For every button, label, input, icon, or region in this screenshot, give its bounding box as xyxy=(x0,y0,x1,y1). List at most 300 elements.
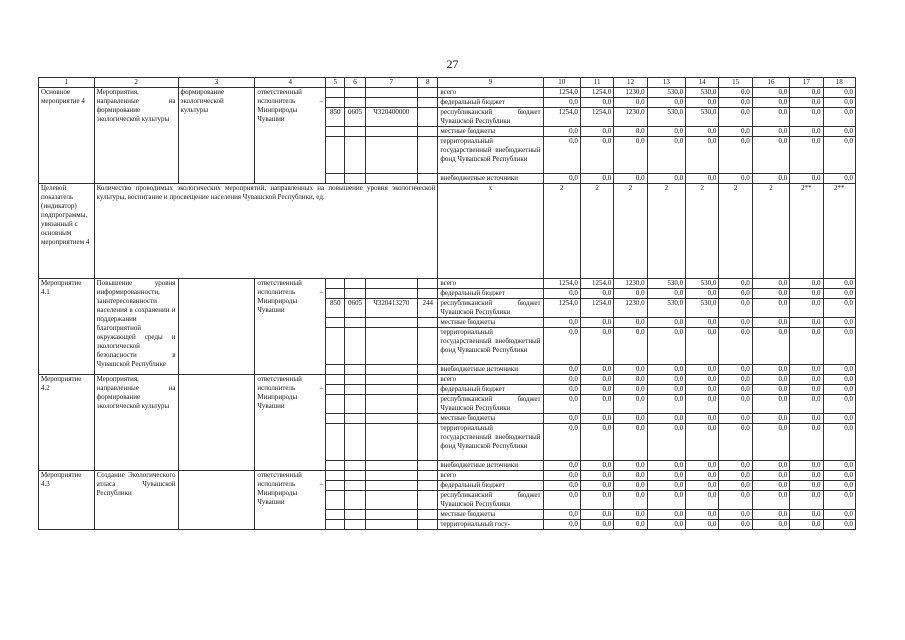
funding-value: 0,0 xyxy=(647,491,685,510)
funding-value: 1230,0 xyxy=(614,108,647,127)
column-number: 5 xyxy=(326,78,345,88)
funding-value: 0,0 xyxy=(752,365,789,375)
code-grbs xyxy=(326,414,345,424)
funding-value: 1254,0 xyxy=(543,299,580,318)
funding-value: 0,0 xyxy=(790,289,823,299)
funding-value: 0,0 xyxy=(686,491,719,510)
code-target-article xyxy=(365,137,418,174)
funding-value: 0,0 xyxy=(790,279,823,289)
funding-value: 0,0 xyxy=(823,424,855,461)
indicator-value: 2 xyxy=(580,184,613,279)
code-grbs xyxy=(326,375,345,385)
funding-value: 0,0 xyxy=(543,137,580,174)
activity-goal xyxy=(178,375,255,471)
funding-value: 0,0 xyxy=(543,174,580,184)
funding-value: 0,0 xyxy=(580,375,613,385)
funding-value: 1230,0 xyxy=(614,279,647,289)
funding-value: 0,0 xyxy=(719,385,752,395)
funding-value: 0,0 xyxy=(790,328,823,365)
funding-source: всего xyxy=(438,471,543,481)
funding-value: 0,0 xyxy=(823,395,855,414)
funding-source: внебюджетные источники xyxy=(438,174,543,184)
code-target-article xyxy=(365,414,418,424)
code-grbs xyxy=(326,328,345,365)
funding-value: 0,0 xyxy=(686,461,719,471)
funding-source: местные бюджеты xyxy=(438,414,543,424)
funding-value: 0,0 xyxy=(580,137,613,174)
code-target-article xyxy=(365,481,418,491)
activity-name: Мероприятие 4.2 xyxy=(39,375,95,471)
code-target-article xyxy=(365,520,418,530)
funding-value: 0,0 xyxy=(823,88,855,98)
funding-value: 0,0 xyxy=(614,510,647,520)
funding-value: 0,0 xyxy=(614,318,647,328)
funding-source: федеральный бюджет xyxy=(438,385,543,395)
funding-value: 0,0 xyxy=(752,510,789,520)
funding-value: 0,0 xyxy=(790,520,823,530)
funding-value: 0,0 xyxy=(790,424,823,461)
code-target-article xyxy=(365,471,418,481)
code-expense-type xyxy=(418,510,438,520)
code-target-article xyxy=(365,385,418,395)
funding-source: местные бюджеты xyxy=(438,510,543,520)
code-section xyxy=(345,318,365,328)
funding-value: 0,0 xyxy=(614,424,647,461)
funding-value: 0,0 xyxy=(752,395,789,414)
code-expense-type xyxy=(418,137,438,174)
indicator-value: 2 xyxy=(614,184,647,279)
funding-value: 0,0 xyxy=(719,424,752,461)
code-grbs xyxy=(326,318,345,328)
funding-value: 0,0 xyxy=(719,510,752,520)
activity-goal: формирование экологической культуры xyxy=(178,88,255,184)
funding-value: 0,0 xyxy=(823,279,855,289)
indicator-value: 2** xyxy=(790,184,823,279)
funding-source: республиканский бюджет Чувашской Республики xyxy=(438,491,543,510)
activity-description: Повышение уровня информированности, заинтересованности населения в сохранении и поддержании благоприятной окружающей среды и экологической безопасности в Чувашской Республике xyxy=(94,279,178,375)
funding-source: местные бюджеты xyxy=(438,127,543,137)
column-number: 16 xyxy=(752,78,789,88)
code-expense-type xyxy=(418,174,438,184)
funding-value: 0,0 xyxy=(790,98,823,108)
column-number: 17 xyxy=(790,78,823,88)
funding-value: 0,0 xyxy=(580,481,613,491)
funding-value: 0,0 xyxy=(686,289,719,299)
column-number: 11 xyxy=(580,78,613,88)
funding-row xyxy=(39,471,856,481)
code-grbs xyxy=(326,88,345,98)
funding-value: 0,0 xyxy=(543,481,580,491)
code-grbs xyxy=(326,491,345,510)
funding-row xyxy=(39,88,856,98)
funding-source: федеральный бюджет xyxy=(438,481,543,491)
funding-value: 1254,0 xyxy=(543,108,580,127)
funding-value: 0,0 xyxy=(647,461,685,471)
funding-value: 0,0 xyxy=(543,471,580,481)
funding-value: 0,0 xyxy=(686,127,719,137)
code-target-article xyxy=(365,424,418,461)
funding-source: федеральный бюджет xyxy=(438,289,543,299)
funding-value: 0,0 xyxy=(790,375,823,385)
funding-value: 0,0 xyxy=(823,137,855,174)
code-expense-type xyxy=(418,289,438,299)
target-indicator-row xyxy=(39,184,856,279)
code-grbs xyxy=(326,127,345,137)
funding-value: 0,0 xyxy=(614,174,647,184)
funding-value: 0,0 xyxy=(752,318,789,328)
code-target-article xyxy=(365,88,418,98)
funding-value: 0,0 xyxy=(790,461,823,471)
code-expense-type xyxy=(418,491,438,510)
funding-value: 0,0 xyxy=(686,510,719,520)
indicator-value: 2 xyxy=(686,184,719,279)
funding-value: 0,0 xyxy=(686,375,719,385)
activity-description: Мероприятия, направленные на формирование экологической культуры xyxy=(94,88,178,184)
code-section xyxy=(345,88,365,98)
column-number-row xyxy=(39,78,856,88)
funding-value: 0,0 xyxy=(580,461,613,471)
funding-value: 0,0 xyxy=(686,318,719,328)
code-target-article xyxy=(365,98,418,108)
code-expense-type xyxy=(418,375,438,385)
code-target-article xyxy=(365,375,418,385)
page-number: 27 xyxy=(446,57,459,71)
code-grbs xyxy=(326,424,345,461)
funding-value: 0,0 xyxy=(790,137,823,174)
funding-value: 0,0 xyxy=(719,88,752,98)
funding-value: 0,0 xyxy=(647,424,685,461)
funding-value: 0,0 xyxy=(647,414,685,424)
funding-value: 0,0 xyxy=(752,461,789,471)
indicator-value: 2 xyxy=(543,184,580,279)
activity-name: Основное мероприятие 4 xyxy=(39,88,95,184)
code-section xyxy=(345,414,365,424)
funding-value: 0,0 xyxy=(790,414,823,424)
funding-value: 0,0 xyxy=(647,520,685,530)
funding-value: 0,0 xyxy=(686,520,719,530)
funding-value: 0,0 xyxy=(686,424,719,461)
column-number: 8 xyxy=(418,78,438,88)
funding-source: республиканский бюджет Чувашской Республики xyxy=(438,108,543,127)
funding-value: 0,0 xyxy=(543,375,580,385)
funding-value: 0,0 xyxy=(752,424,789,461)
column-number: 7 xyxy=(365,78,418,88)
code-target-article xyxy=(365,510,418,520)
funding-value: 1254,0 xyxy=(580,108,613,127)
code-grbs xyxy=(326,174,345,184)
funding-value: 0,0 xyxy=(614,481,647,491)
funding-value: 0,0 xyxy=(614,137,647,174)
funding-value: 0,0 xyxy=(614,461,647,471)
funding-value: 0,0 xyxy=(686,328,719,365)
funding-value: 0,0 xyxy=(790,385,823,395)
funding-value: 1230,0 xyxy=(614,88,647,98)
code-target-article xyxy=(365,174,418,184)
activity-description: Мероприятия, направленные на формирование экологической культуры xyxy=(94,375,178,471)
code-section xyxy=(345,510,365,520)
budget-table xyxy=(38,77,856,530)
code-section xyxy=(345,328,365,365)
funding-value: 0,0 xyxy=(719,481,752,491)
funding-value: 1254,0 xyxy=(543,279,580,289)
indicator-value: 2 xyxy=(752,184,789,279)
funding-value: 0,0 xyxy=(580,318,613,328)
funding-source: внебюджетные источники xyxy=(438,461,543,471)
funding-source: республиканский бюджет Чувашской Республики xyxy=(438,299,543,318)
funding-value: 0,0 xyxy=(752,88,789,98)
funding-value: 0,0 xyxy=(614,395,647,414)
funding-value: 1254,0 xyxy=(543,88,580,98)
funding-value: 0,0 xyxy=(823,174,855,184)
funding-value: 0,0 xyxy=(580,98,613,108)
funding-value: 0,0 xyxy=(719,127,752,137)
funding-value: 0,0 xyxy=(614,98,647,108)
funding-value: 0,0 xyxy=(823,510,855,520)
funding-value: 0,0 xyxy=(614,289,647,299)
responsible-executor: ответственный исполнитель – Минприроды Чувашии xyxy=(255,471,326,530)
funding-value: 0,0 xyxy=(719,395,752,414)
funding-source: всего xyxy=(438,375,543,385)
funding-source: территориальный государственный внебюджетный фонд Чувашской Республики xyxy=(438,328,543,365)
funding-value: 0,0 xyxy=(686,395,719,414)
funding-value: 0,0 xyxy=(823,365,855,375)
code-expense-type xyxy=(418,471,438,481)
column-number: 18 xyxy=(823,78,855,88)
code-section xyxy=(345,395,365,414)
funding-value: 0,0 xyxy=(719,375,752,385)
funding-value: 0,0 xyxy=(823,520,855,530)
code-expense-type xyxy=(418,98,438,108)
code-grbs: 850 xyxy=(326,299,345,318)
funding-value: 0,0 xyxy=(752,375,789,385)
funding-value: 0,0 xyxy=(686,385,719,395)
indicator-value: 2 xyxy=(719,184,752,279)
funding-value: 0,0 xyxy=(647,289,685,299)
funding-value: 0,0 xyxy=(614,491,647,510)
code-grbs xyxy=(326,481,345,491)
code-section xyxy=(345,491,365,510)
funding-value: 0,0 xyxy=(719,299,752,318)
code-expense-type xyxy=(418,108,438,127)
column-number: 12 xyxy=(614,78,647,88)
funding-value: 0,0 xyxy=(543,414,580,424)
funding-value: 0,0 xyxy=(543,491,580,510)
responsible-executor: ответственный исполнитель – Минприроды Чувашии xyxy=(255,88,326,184)
code-section xyxy=(345,471,365,481)
funding-value: 0,0 xyxy=(686,481,719,491)
funding-value: 0,0 xyxy=(719,491,752,510)
funding-value: 1254,0 xyxy=(580,279,613,289)
code-target-article: Ч320413270 xyxy=(365,299,418,318)
funding-value: 0,0 xyxy=(719,520,752,530)
funding-value: 530,0 xyxy=(686,299,719,318)
code-grbs xyxy=(326,510,345,520)
funding-value: 0,0 xyxy=(686,365,719,375)
code-expense-type xyxy=(418,127,438,137)
indicator-label: Целевой показатель (индикатор) подпрограммы, увязанный с основным мероприятием 4 xyxy=(39,184,95,279)
funding-value: 530,0 xyxy=(647,88,685,98)
code-grbs xyxy=(326,461,345,471)
funding-value: 0,0 xyxy=(580,174,613,184)
funding-value: 0,0 xyxy=(719,471,752,481)
funding-value: 0,0 xyxy=(580,491,613,510)
funding-value: 1230,0 xyxy=(614,299,647,318)
funding-value: 0,0 xyxy=(686,98,719,108)
funding-value: 0,0 xyxy=(647,328,685,365)
funding-row xyxy=(39,279,856,289)
code-target-article xyxy=(365,279,418,289)
funding-value: 0,0 xyxy=(614,385,647,395)
funding-value: 0,0 xyxy=(790,365,823,375)
activity-name: Мероприятие 4.3 xyxy=(39,471,95,530)
funding-value: 0,0 xyxy=(647,365,685,375)
funding-value: 0,0 xyxy=(647,98,685,108)
code-target-article xyxy=(365,318,418,328)
funding-value: 0,0 xyxy=(647,510,685,520)
funding-value: 0,0 xyxy=(823,385,855,395)
funding-value: 0,0 xyxy=(719,365,752,375)
funding-value: 0,0 xyxy=(614,414,647,424)
activity-goal xyxy=(178,471,255,530)
code-expense-type xyxy=(418,318,438,328)
funding-value: 0,0 xyxy=(647,395,685,414)
funding-value: 0,0 xyxy=(823,289,855,299)
funding-value: 530,0 xyxy=(647,279,685,289)
funding-source: республиканский бюджет Чувашской Республики xyxy=(438,395,543,414)
code-expense-type xyxy=(418,88,438,98)
funding-value: 0,0 xyxy=(580,127,613,137)
funding-value: 0,0 xyxy=(823,98,855,108)
funding-value: 0,0 xyxy=(719,318,752,328)
code-section xyxy=(345,481,365,491)
column-number: 9 xyxy=(438,78,543,88)
column-number: 4 xyxy=(255,78,326,88)
funding-value: 0,0 xyxy=(719,461,752,471)
funding-value: 0,0 xyxy=(752,491,789,510)
funding-value: 0,0 xyxy=(647,127,685,137)
funding-value: 0,0 xyxy=(719,328,752,365)
funding-value: 0,0 xyxy=(752,299,789,318)
indicator-value: 2** xyxy=(823,184,855,279)
funding-value: 0,0 xyxy=(823,491,855,510)
funding-value: 0,0 xyxy=(752,414,789,424)
indicator-x: x xyxy=(438,184,543,279)
funding-value: 0,0 xyxy=(543,98,580,108)
code-target-article xyxy=(365,127,418,137)
code-target-article xyxy=(365,461,418,471)
funding-value: 0,0 xyxy=(543,395,580,414)
activity-goal xyxy=(178,279,255,375)
funding-source: территориальный государственный внебюджетный фонд Чувашской Республики xyxy=(438,137,543,174)
funding-value: 0,0 xyxy=(580,510,613,520)
funding-value: 0,0 xyxy=(647,481,685,491)
code-grbs xyxy=(326,365,345,375)
funding-value: 0,0 xyxy=(580,395,613,414)
funding-value: 0,0 xyxy=(580,414,613,424)
funding-value: 0,0 xyxy=(614,328,647,365)
column-number: 1 xyxy=(39,78,95,88)
code-section xyxy=(345,365,365,375)
code-grbs xyxy=(326,385,345,395)
column-number: 13 xyxy=(647,78,685,88)
funding-value: 0,0 xyxy=(719,289,752,299)
code-target-article xyxy=(365,328,418,365)
funding-value: 0,0 xyxy=(752,137,789,174)
funding-value: 1254,0 xyxy=(580,88,613,98)
code-section xyxy=(345,98,365,108)
funding-value: 530,0 xyxy=(686,108,719,127)
code-expense-type xyxy=(418,520,438,530)
code-grbs xyxy=(326,279,345,289)
funding-value: 0,0 xyxy=(647,174,685,184)
funding-value: 0,0 xyxy=(790,318,823,328)
funding-value: 0,0 xyxy=(719,137,752,174)
code-expense-type xyxy=(418,424,438,461)
funding-value: 0,0 xyxy=(752,481,789,491)
funding-value: 0,0 xyxy=(719,414,752,424)
funding-value: 0,0 xyxy=(543,510,580,520)
funding-value: 530,0 xyxy=(647,108,685,127)
code-target-article xyxy=(365,365,418,375)
code-section: 0605 xyxy=(345,299,365,318)
funding-value: 0,0 xyxy=(580,520,613,530)
code-grbs xyxy=(326,137,345,174)
funding-value: 0,0 xyxy=(647,385,685,395)
funding-value: 0,0 xyxy=(580,385,613,395)
funding-value: 0,0 xyxy=(823,375,855,385)
funding-value: 0,0 xyxy=(790,127,823,137)
code-expense-type xyxy=(418,414,438,424)
funding-value: 0,0 xyxy=(543,385,580,395)
funding-value: 0,0 xyxy=(823,299,855,318)
column-number: 10 xyxy=(543,78,580,88)
code-section xyxy=(345,424,365,461)
funding-value: 0,0 xyxy=(752,127,789,137)
indicator-value: 2 xyxy=(647,184,685,279)
funding-source: территориальный государственный внебюджетный фонд Чувашской Республики xyxy=(438,424,543,461)
code-section xyxy=(345,375,365,385)
funding-value: 0,0 xyxy=(543,127,580,137)
funding-value: 0,0 xyxy=(752,385,789,395)
code-section xyxy=(345,127,365,137)
column-number: 14 xyxy=(686,78,719,88)
indicator-text: Количество проводимых экологических мероприятий, направленных на повышение уровня экологической культуры, воспитание и просвещение населения Чувашской Республики, ед. xyxy=(94,184,438,279)
funding-value: 0,0 xyxy=(790,299,823,318)
funding-value: 0,0 xyxy=(752,520,789,530)
funding-value: 0,0 xyxy=(823,461,855,471)
funding-value: 0,0 xyxy=(823,414,855,424)
funding-value: 0,0 xyxy=(790,491,823,510)
code-section xyxy=(345,289,365,299)
activity-name: Мероприятие 4.1 xyxy=(39,279,95,375)
funding-value: 0,0 xyxy=(719,108,752,127)
code-target-article xyxy=(365,491,418,510)
code-section xyxy=(345,137,365,174)
funding-value: 0,0 xyxy=(647,137,685,174)
funding-value: 1254,0 xyxy=(580,299,613,318)
code-section xyxy=(345,279,365,289)
code-target-article xyxy=(365,395,418,414)
funding-value: 0,0 xyxy=(719,98,752,108)
funding-value: 0,0 xyxy=(686,137,719,174)
funding-value: 0,0 xyxy=(543,365,580,375)
code-expense-type xyxy=(418,279,438,289)
funding-value: 0,0 xyxy=(686,471,719,481)
code-grbs xyxy=(326,395,345,414)
code-grbs: 850 xyxy=(326,108,345,127)
funding-value: 0,0 xyxy=(752,279,789,289)
funding-value: 0,0 xyxy=(823,481,855,491)
